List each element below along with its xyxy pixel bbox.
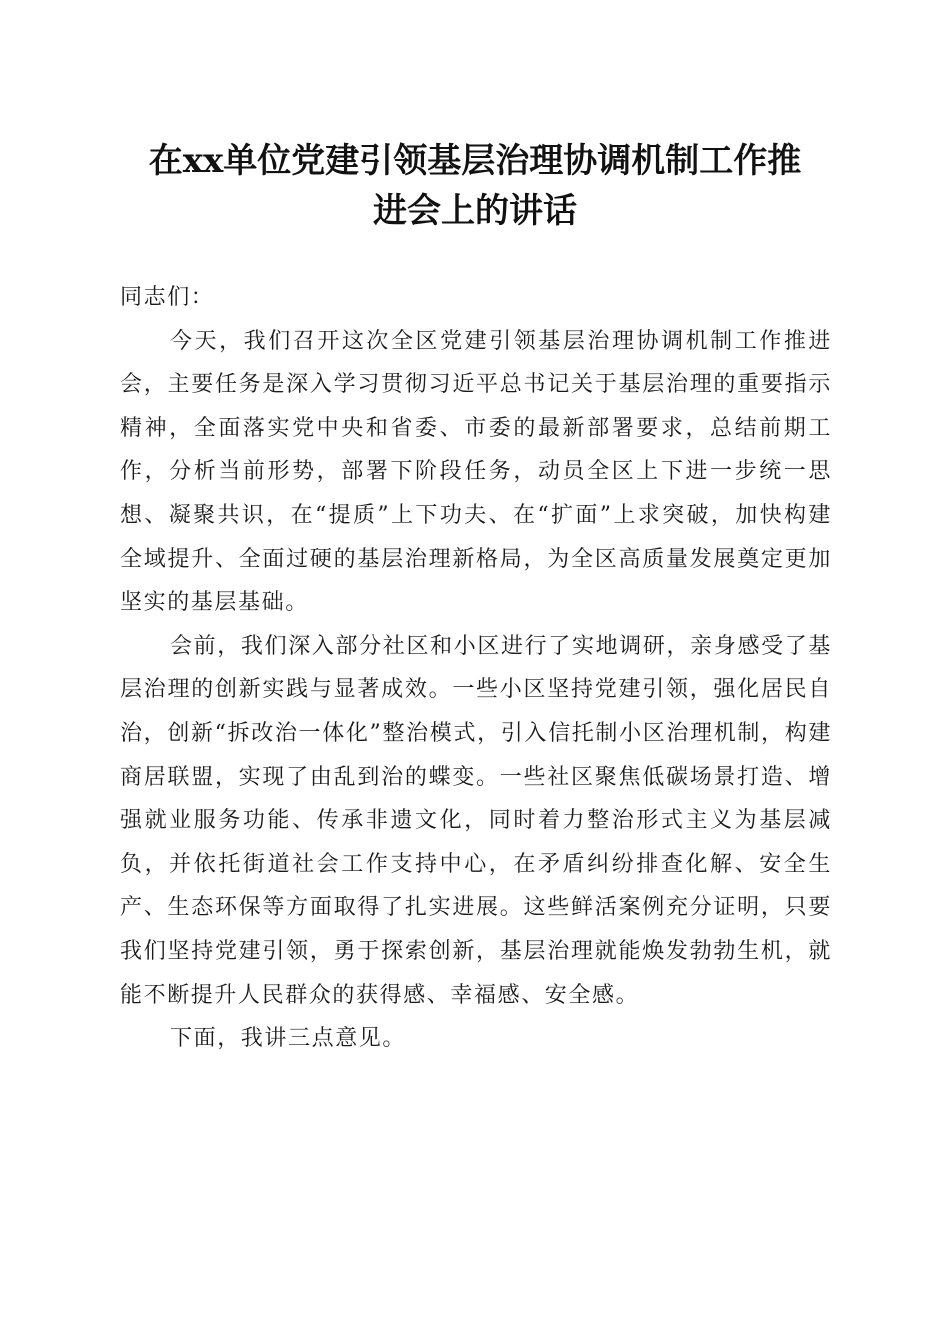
document-body <box>120 276 832 1061</box>
paragraph-1: 今天，我们召开这次全区党建引领基层治理协调机制工作推进会，主要任务是深入学习贯彻习近平总书记关于基层治理的重要指示精神，全面落实党中央和省委、市委的最新部署要求，总结前期工作，分析当前形势，部署下阶段任务，动员全区上下进一步统一思想、凝聚共识，在“提质”上下功夫、在“扩面”上求突破，加快构建全域提升、全面过硬的基层治理新格局，为全区高质量发展奠定更加坚实的基层基础。 <box>120 328 832 616</box>
paragraph-2: 会前，我们深入部分社区和小区进行了实地调研，亲身感受了基层治理的创新实践与显著成效。一些小区坚持党建引领，强化居民自治，创新“拆改治一体化”整治模式，引入信托制小区治理机制，构建商居联盟，实现了由乱到治的蝶变。一些社区聚焦低碳场景打造、增强就业服务功能、传承非遗文化，同时着力整治形式主义为基层减负，并依托街道社会工作支持中心，在矛盾纠纷排查化解、安全生产、生态环保等方面取得了扎实进展。这些鲜活案例充分证明，只要我们坚持党建引领，勇于探索创新，基层治理就能焕发勃勃生机，就能不断提升人民群众的获得感、幸福感、安全感。 <box>120 633 832 1008</box>
title-line-1: 在xx单位党建引领基层治理协调机制工作推 <box>148 141 802 181</box>
document-title <box>100 136 850 236</box>
salutation: 同志们： <box>120 285 215 310</box>
paragraph-3: 下面，我讲三点意见。 <box>170 1026 407 1052</box>
title-line-2: 进会上的讲话 <box>373 191 577 231</box>
